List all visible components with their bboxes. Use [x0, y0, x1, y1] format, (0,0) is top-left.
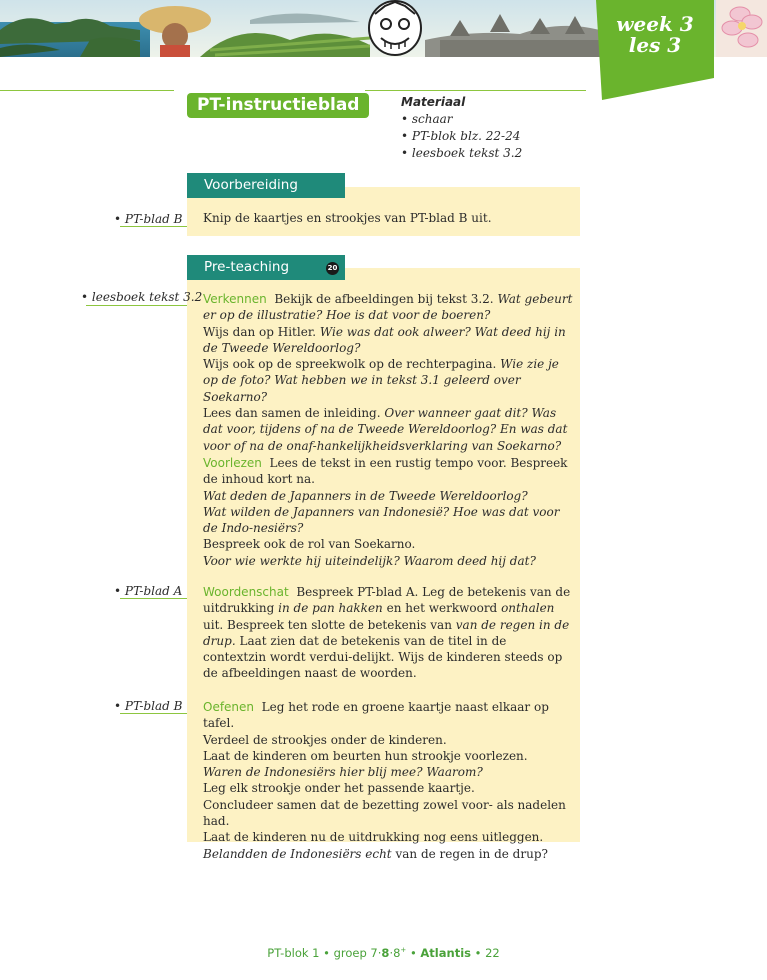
materials-item: • schaar — [401, 112, 453, 126]
verkennen-question: Wie was dat ook alweer? Wat deed hij in de Tweede Wereldoorlog? — [203, 324, 566, 355]
verkennen-block — [203, 291, 573, 454]
side-note-rule — [120, 713, 187, 714]
side-note-rule — [120, 598, 187, 599]
verkennen-side-note: • leesboek tekst 3.2 — [81, 290, 203, 304]
oefenen-text: Laat de kinderen om beurten hun strookje voorlezen. — [203, 748, 528, 763]
voorlezen-question: Wat deden de Japanners in de Tweede Wereldoorlog? — [203, 488, 528, 503]
week-number: week 3 — [616, 12, 694, 36]
voorlezen-label: Voorlezen — [203, 456, 262, 470]
voorlezen-text: Bespreek ook de rol van Soekarno. — [203, 537, 416, 552]
preteaching-heading-label: Pre-teaching — [204, 259, 290, 275]
verkennen-text: Wijs dan op Hitler. — [203, 324, 317, 339]
footer-group-8: 8 — [381, 946, 390, 960]
verkennen-question: Over wanneer gaat dit? Was dat voor, tijdens of na de Tweede Wereldoorlog? En was dat voor of na de onaf-hankelijkheidsverklaring van Soekarno? — [203, 406, 568, 453]
materials-list — [401, 94, 522, 162]
verkennen-question: Wie zie je op de foto? Wat hebben we in tekst 3.1 geleerd over Soekarno? — [203, 357, 559, 404]
woordenschat-text: Bespreek PT-blad A. Leg de betekenis van de uitdrukking — [203, 585, 571, 616]
footer-separator: • — [323, 946, 330, 960]
top-rule-left — [0, 90, 174, 91]
footer-separator: • — [409, 946, 417, 960]
oefenen-text: Verdeel de strookjes onder de kinderen. — [203, 732, 447, 747]
footer-group-8plus: 8 — [393, 946, 401, 960]
oefenen-text: Leg het rode en groene kaartje naast elkaar op tafel. — [203, 700, 549, 731]
woordenschat-label: Woordenschat — [203, 585, 289, 599]
oefenen-question: Belandden de Indonesiërs echt — [203, 846, 392, 861]
verkennen-label: Verkennen — [203, 292, 267, 306]
top-rule-right — [365, 90, 586, 91]
voorlezen-question: Wat wilden de Japanners van Indonesië? Hoe was dat voor de Indo-nesiërs? — [203, 504, 560, 536]
page-number: 22 — [485, 946, 500, 960]
verkennen-text: Bekijk de afbeeldingen bij tekst 3.2. — [274, 292, 494, 306]
woordenschat-text: en het werkwoord — [386, 601, 498, 616]
woordenschat-term: in de pan hakken — [278, 601, 383, 616]
woordenschat-term: van de regen in de drup. — [203, 617, 570, 648]
oefenen-block — [203, 699, 573, 862]
footer-separator: • — [474, 946, 482, 960]
oefenen-side-note: • PT-blad B — [114, 699, 183, 713]
woordenschat-text: uit. Bespreek ten slotte de betekenis van — [203, 617, 452, 632]
oefenen-text: Leg elk strookje onder het passende kaartje. — [203, 781, 475, 796]
footer-block: PT-blok 1 — [267, 946, 320, 960]
woordenschat-text: Laat zien dat de betekenis van de titel in de contextzin wordt verdui-delijkt. Wijs de kinderen steeds op de afbeeldingen naast de woorden. — [203, 633, 563, 681]
materials-heading: Materiaal — [401, 95, 466, 109]
footer-brand: Atlantis — [420, 946, 471, 960]
oefenen-text: Concludeer samen dat de bezetting zowel voor- als nadelen had. — [203, 797, 566, 829]
verkennen-text: Wijs ook op de spreekwolk op de rechterpagina. — [203, 357, 497, 372]
verkennen-text: Lees dan samen de inleiding. — [203, 406, 381, 421]
preparation-side-note: • PT-blad B — [114, 212, 183, 226]
preparation-heading: Voorbereiding — [187, 173, 345, 198]
lesson-number: les 3 — [628, 33, 682, 57]
woordenschat-side-note: • PT-blad A — [114, 584, 183, 598]
voorlezen-text: Lees de tekst in een rustig tempo voor. Bespreek de inhoud kort na. — [203, 456, 568, 487]
preteaching-heading — [187, 255, 345, 280]
oefenen-text: Laat de kinderen nu de uitdrukking nog eens uitleggen. — [203, 830, 544, 845]
woordenschat-term: onthalen — [501, 601, 555, 616]
oefenen-text: van de regen in de drup? — [395, 846, 548, 861]
verkennen-question: Wat gebeurt er op de illustratie? Hoe is dat voor de boeren? — [203, 292, 573, 323]
page-footer: PT-blok 1 • groep 7·8·8+ • Atlantis • 22 — [267, 946, 500, 960]
voorlezen-question: Voor wie werkte hij uiteindelijk? Waarom deed hij dat? — [203, 553, 536, 568]
duration-badge: 20 — [326, 262, 339, 275]
voorlezen-block — [203, 455, 573, 569]
woordenschat-block — [203, 584, 573, 682]
page-title: PT-instructieblad — [187, 93, 369, 118]
preparation-text: Knip de kaartjes en strookjes van PT-blad B uit. — [203, 211, 492, 225]
materials-item: • PT-blok blz. 22-24 — [401, 129, 521, 143]
oefenen-label: Oefenen — [203, 700, 255, 714]
week-lesson-label — [594, 14, 716, 56]
footer-plus: + — [400, 946, 407, 955]
footer-group: groep 7 — [333, 946, 378, 960]
side-note-rule — [120, 226, 187, 227]
oefenen-question: Waren de Indonesiërs hier blij mee? Waarom? — [203, 765, 483, 780]
materials-item: • leesboek tekst 3.2 — [401, 146, 523, 160]
side-note-rule — [86, 305, 187, 306]
week-lesson-tab — [594, 0, 716, 100]
